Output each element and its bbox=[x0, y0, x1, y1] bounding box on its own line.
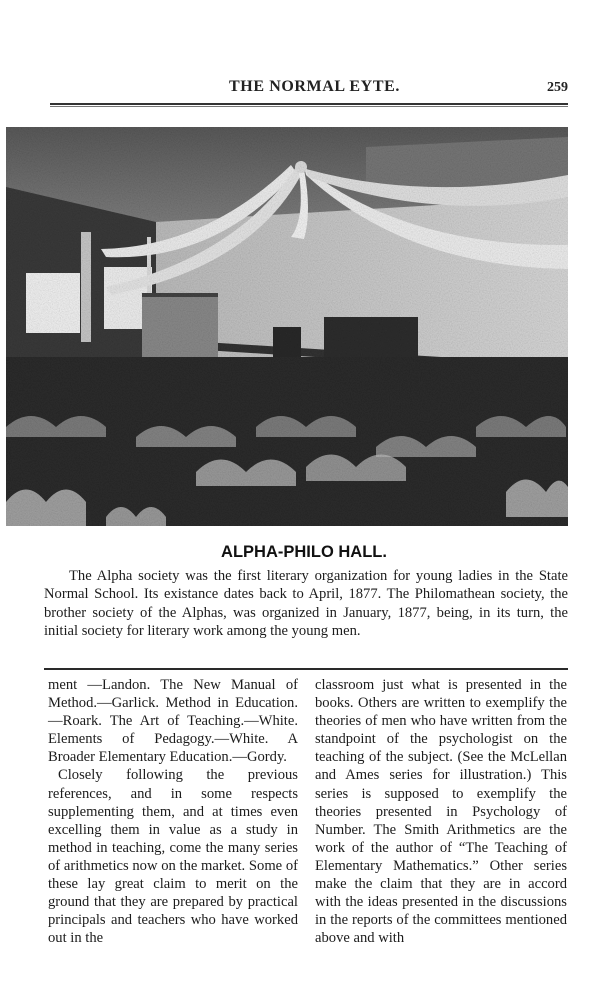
left-column bbox=[48, 676, 298, 947]
hall-photograph bbox=[6, 127, 568, 526]
intro-paragraph bbox=[44, 567, 568, 640]
left-column-paragraph: Closely following the previous references, and in some respects supplementing them, and at times even excelling them in value as a study in method in teaching, come the many series of arithmetics now on the market. Some of these lay great claim to merit on the ground that they are prepared by practical principals and teachers who have worked out in the bbox=[48, 767, 298, 947]
page-number: 259 bbox=[547, 80, 568, 95]
section-rule bbox=[44, 668, 568, 670]
left-column-references: ment —Landon. The New Manual of Method.—Garlick. Method in Education.—Roark. The Art of Teaching.—White. Elements of Pedagogy.—White. A Broader Elementary Education.—Gordy. bbox=[48, 677, 298, 766]
photo-caption: ALPHA-PHILO HALL. bbox=[221, 543, 387, 561]
running-title: THE NORMAL EYTE. bbox=[229, 78, 400, 95]
intro-text: The Alpha society was the first literary organization for young ladies in the State Normal School. Its existance dates back to April, 1877. The Philomathean society, the brother society of the Alphas, was organized in January, 1877, being, in its turn, the initial society for literary work among the young men. bbox=[44, 568, 568, 639]
right-column-paragraph: classroom just what is presented in the books. Others are written to exemplify the theories of men who have written from the standpoint of the psychologist on the teaching of the subject. (See the McLellan and Ames series for illustration.) This series is supposed to exemplify the theories presented in Psychology of Number. The Smith Arithmetics are the work of the author of “The Teaching of Elementary Mathematics.” Other series make the claim that they are in accord with the ideas presented in the discussions in the reports of the committees mentioned above and with bbox=[315, 677, 567, 947]
right-column bbox=[315, 676, 567, 947]
running-head bbox=[50, 78, 568, 100]
header-rule bbox=[50, 103, 568, 107]
